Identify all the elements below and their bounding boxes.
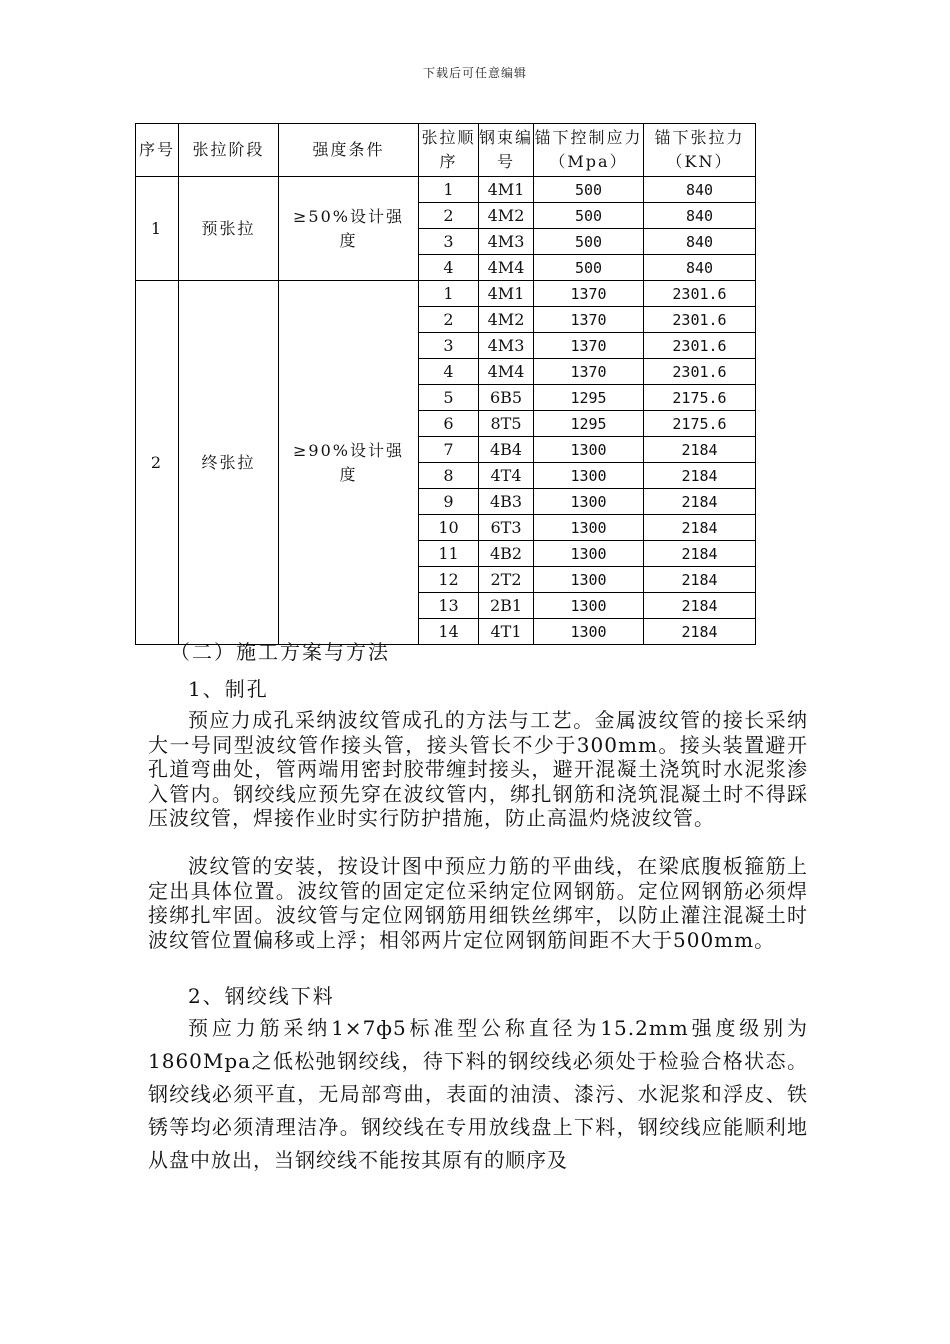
strand-id-cell: 4M2 xyxy=(479,307,534,333)
stress-cell: 1300 xyxy=(534,619,644,645)
order-cell: 7 xyxy=(419,437,479,463)
order-cell: 14 xyxy=(419,619,479,645)
tension-table xyxy=(135,123,756,645)
stress-cell: 500 xyxy=(534,203,644,229)
strand-id-cell: 4T4 xyxy=(479,463,534,489)
group-condition-cell: ≥90%设计强度 xyxy=(279,281,419,645)
order-cell: 4 xyxy=(419,255,479,281)
strand-id-cell: 4B4 xyxy=(479,437,534,463)
stress-cell: 1300 xyxy=(534,541,644,567)
strand-id-cell: 8T5 xyxy=(479,411,534,437)
order-cell: 1 xyxy=(419,177,479,203)
group-index-cell: 2 xyxy=(136,281,179,645)
force-cell: 840 xyxy=(644,229,756,255)
order-cell: 2 xyxy=(419,203,479,229)
stress-cell: 500 xyxy=(534,229,644,255)
order-cell: 12 xyxy=(419,567,479,593)
strand-id-cell: 2T2 xyxy=(479,567,534,593)
force-cell: 840 xyxy=(644,177,756,203)
force-cell: 2184 xyxy=(644,437,756,463)
force-cell: 2184 xyxy=(644,463,756,489)
strand-id-cell: 6T3 xyxy=(479,515,534,541)
strand-id-cell: 4M4 xyxy=(479,255,534,281)
group-stage-cell: 终张拉 xyxy=(179,281,279,645)
table-header xyxy=(136,124,756,177)
stress-cell: 1295 xyxy=(534,385,644,411)
paragraph-strand-cutting: 预应力筋采纳1×7ф5标准型公称直径为15.2mm强度级别为1860Mpa之低松弛钢绞线，待下料的钢绞线必须处于检验合格状态。钢绞线必须平直，无局部弯曲，表面的油渍、漆污、水泥浆和浮皮、铁锈等均必须清理洁净。钢绞线在专用放线盘上下料，钢绞线应能顺利地从盘中放出，当钢绞线不能按其原有的顺序及 xyxy=(148,1016,808,1172)
stress-cell: 500 xyxy=(534,177,644,203)
group-stage-cell: 预张拉 xyxy=(179,177,279,281)
order-cell: 10 xyxy=(419,515,479,541)
order-cell: 8 xyxy=(419,463,479,489)
stress-cell: 1370 xyxy=(534,281,644,307)
force-cell: 840 xyxy=(644,255,756,281)
strand-id-cell: 4M1 xyxy=(479,281,534,307)
order-cell: 4 xyxy=(419,359,479,385)
force-cell: 2184 xyxy=(644,489,756,515)
force-cell: 2184 xyxy=(644,567,756,593)
order-cell: 13 xyxy=(419,593,479,619)
stress-cell: 1300 xyxy=(534,567,644,593)
order-cell: 6 xyxy=(419,411,479,437)
stress-cell: 1370 xyxy=(534,359,644,385)
strand-id-cell: 2B1 xyxy=(479,593,534,619)
strand-id-cell: 4T1 xyxy=(479,619,534,645)
strand-id-cell: 4M2 xyxy=(479,203,534,229)
subsection-title-drilling: 1、制孔 xyxy=(188,677,269,701)
stress-cell: 1300 xyxy=(534,593,644,619)
header-force: 锚下张拉力（KN） xyxy=(644,124,756,177)
paragraph-duct-installation: 波纹管的安装，按设计图中预应力筋的平曲线，在梁底腹板箍筋上定出具体位置。波纹管的固定定位采纳定位网钢筋。定位网钢筋必须焊接绑扎牢固。波纹管与定位网钢筋用细铁丝绑牢，以防止灌注混凝土时波纹管位置偏移或上浮；相邻两片定位网钢筋间距不大于500mm。 xyxy=(148,854,808,952)
force-cell: 2301.6 xyxy=(644,307,756,333)
strand-id-cell: 4M3 xyxy=(479,333,534,359)
order-cell: 3 xyxy=(419,229,479,255)
order-cell: 2 xyxy=(419,307,479,333)
header-condition: 强度条件 xyxy=(279,124,419,177)
stress-cell: 1300 xyxy=(534,437,644,463)
stress-cell: 1300 xyxy=(534,515,644,541)
force-cell: 2184 xyxy=(644,515,756,541)
paragraph-duct-forming: 预应力成孔采纳波纹管成孔的方法与工艺。金属波纹管的接长采纳大一号同型波纹管作接头管，接头管长不少于300mm。接头装置避开孔道弯曲处，管两端用密封胶带缠封接头，避开混凝土浇筑时水泥浆渗入管内。钢绞线应预先穿在波纹管内，绑扎钢筋和浇筑混凝土时不得踩压波纹管，焊接作业时实行防护措施，防止高温灼烧波纹管。 xyxy=(148,708,808,830)
header-order: 张拉顺序 xyxy=(419,124,479,177)
header-stress: 锚下控制应力（Mpa） xyxy=(534,124,644,177)
stress-cell: 1370 xyxy=(534,333,644,359)
stress-cell: 1370 xyxy=(534,307,644,333)
force-cell: 2175.6 xyxy=(644,411,756,437)
strand-id-cell: 4B2 xyxy=(479,541,534,567)
strand-id-cell: 6B5 xyxy=(479,385,534,411)
strand-id-cell: 4M4 xyxy=(479,359,534,385)
order-cell: 9 xyxy=(419,489,479,515)
strand-id-cell: 4B3 xyxy=(479,489,534,515)
header-note: 下载后可任意编辑 xyxy=(422,66,527,80)
header-strand-id: 钢束编号 xyxy=(479,124,534,177)
header-stage: 张拉阶段 xyxy=(179,124,279,177)
subsection-title-strand-cutting: 2、钢绞线下料 xyxy=(188,984,335,1008)
stress-cell: 1300 xyxy=(534,463,644,489)
group-index-cell: 1 xyxy=(136,177,179,281)
order-cell: 11 xyxy=(419,541,479,567)
force-cell: 840 xyxy=(644,203,756,229)
force-cell: 2301.6 xyxy=(644,281,756,307)
strand-id-cell: 4M3 xyxy=(479,229,534,255)
order-cell: 5 xyxy=(419,385,479,411)
force-cell: 2301.6 xyxy=(644,359,756,385)
order-cell: 1 xyxy=(419,281,479,307)
table-row xyxy=(136,177,756,203)
force-cell: 2175.6 xyxy=(644,385,756,411)
table-body xyxy=(136,177,756,645)
force-cell: 2184 xyxy=(644,593,756,619)
stress-cell: 1300 xyxy=(534,489,644,515)
section-title: （二）施工方案与方法 xyxy=(170,640,390,664)
table-row xyxy=(136,281,756,307)
order-cell: 3 xyxy=(419,333,479,359)
header-index: 序号 xyxy=(136,124,179,177)
force-cell: 2184 xyxy=(644,619,756,645)
stress-cell: 500 xyxy=(534,255,644,281)
strand-id-cell: 4M1 xyxy=(479,177,534,203)
group-condition-cell: ≥50%设计强度 xyxy=(279,177,419,281)
force-cell: 2184 xyxy=(644,541,756,567)
stress-cell: 1295 xyxy=(534,411,644,437)
force-cell: 2301.6 xyxy=(644,333,756,359)
